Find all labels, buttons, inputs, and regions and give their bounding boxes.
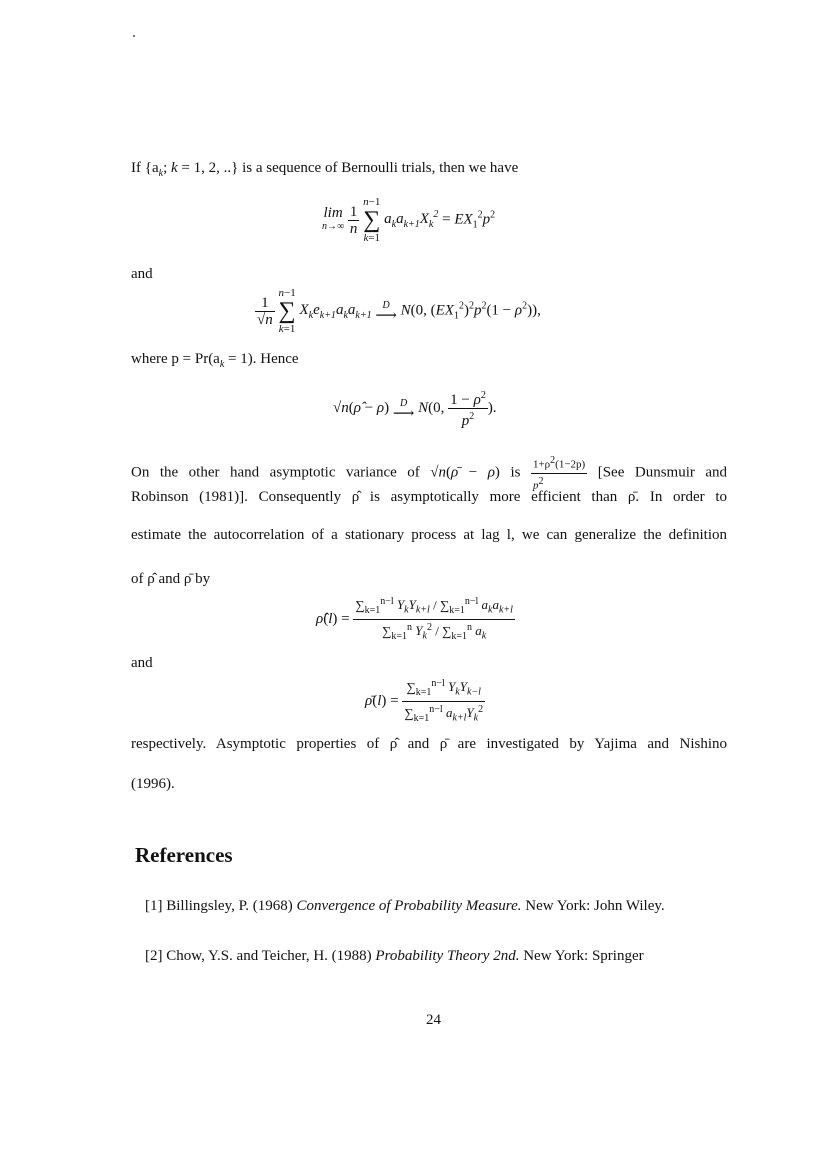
- para1-text-a: On the other hand asymptotic variance of: [131, 464, 420, 481]
- references-heading: References: [135, 843, 233, 867]
- equation-limit: lim n→∞ $\frac{1}{n}$ n−1 ∑ k=1 $a_ka_{k+1}X_k^2 = EX_1^2p^2$: [322, 196, 496, 244]
- equation-rho-hat: √n(ρ̂ − ρ) D ⟶ N(0, $\frac{1 - \rho^2}{p^2}$ ).: [333, 390, 497, 429]
- equation-rho-hat-l: ρ̂(l) = $\frac{\sum_{k=1}^{n-l} Y_kY_{k+l} / \sum_{k=1}^{n-l} a_ka_{k+l}}{\sum_{k=1}^n Y_k^2 / \sum_{k=1}^n a_k}$: [316, 596, 513, 642]
- ref-1-publisher: New York: John Wiley.: [525, 898, 665, 914]
- intro-rest-text: is a sequence of Bernoulli trials, then we have: [242, 160, 519, 176]
- ref-1-title: Convergence of Probability Measure.: [296, 898, 522, 914]
- ref-2-num: [2]: [145, 948, 163, 964]
- intro-line: If {$a_k$; k = 1, 2, ..} is a sequence of Bernoulli trials, then we have: [131, 160, 519, 179]
- para1-text-c: [See Dunsmuir and: [597, 464, 728, 481]
- paragraph-line-3: estimate the autocorrelation of a stationary process at lag l, we can generalize the definition: [131, 527, 727, 543]
- and-text-1: and: [131, 266, 153, 282]
- intro-text: If {a: [131, 160, 159, 176]
- ref-2-authors: Chow, Y.S. and Teicher, H. (1988): [166, 948, 372, 964]
- equation-clt: $\frac{1}{√n}$ n−1 ∑ k=1 $X_ke_{k+1}a_ka_{k+1}$ D ⟶ N(0, $(EX_1^2)^2p^2(1 - \rho^2)$),: [257, 287, 541, 335]
- paragraph-line-4: of ρ̂ and ρ̄ by: [131, 571, 211, 587]
- reference-item-2: [145, 948, 644, 965]
- ref-2-publisher: New York: Springer: [523, 948, 644, 964]
- ref-1-num: [1]: [145, 898, 163, 914]
- paragraph-line-1: On the other hand asymptotic variance of √n(ρ̄ − ρ) is $\frac{1+\rho^2(1-2p)}{p^2}$ [See Dunsmuir and: [131, 455, 728, 492]
- equation-rho-bar-l: ρ̄(l) = $\frac{\sum_{k=1}^{n-l} Y_kY_{k-l}}{\sum_{k=1}^{n-l} a_{k+l}Y_k^2}$: [365, 678, 484, 724]
- respectively-line-2: (1996).: [131, 776, 175, 792]
- where-text: where p = Pr(a: [131, 351, 220, 367]
- ref-2-title: Probability Theory 2nd.: [375, 948, 520, 964]
- respectively-line-1: respectively. Asymptotic properties of ρ̂ and ρ̄ are investigated by Yajima and Nishino: [131, 736, 727, 752]
- where-line: where $p = Pr(a_k = 1)$. Hence: [131, 351, 299, 370]
- reference-item-1: [145, 898, 665, 915]
- hence-text: Hence: [260, 351, 299, 367]
- paragraph-line-2: Robinson (1981)]. Consequently ρ̂ is asymptotically more efficient than ρ̄. In order to: [131, 489, 727, 505]
- page-number: 24: [426, 1012, 441, 1028]
- and-text-2: and: [131, 655, 153, 671]
- para1-text-b: is: [510, 464, 521, 481]
- ref-1-authors: Billingsley, P. (1968): [166, 898, 293, 914]
- scan-speck: [133, 35, 135, 37]
